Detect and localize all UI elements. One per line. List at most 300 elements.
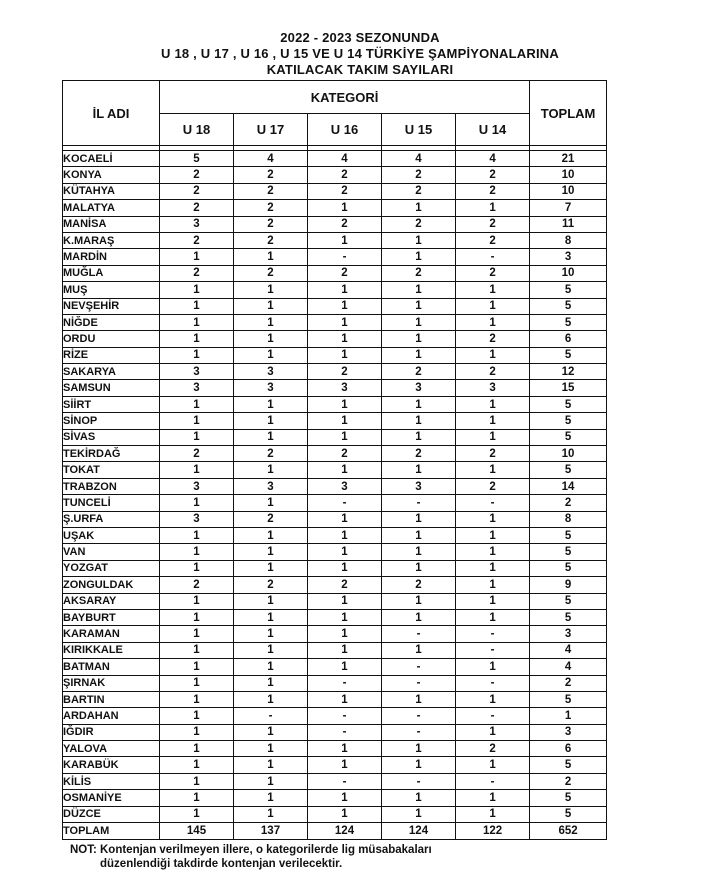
- cell-u15: 2: [382, 577, 456, 593]
- cell-u15: -: [382, 724, 456, 740]
- cell-u16: 1: [308, 232, 382, 248]
- cell-u18: 1: [160, 790, 234, 806]
- table-row: [63, 806, 607, 822]
- total-u16: 124: [308, 823, 382, 840]
- cell-u18: 3: [160, 216, 234, 232]
- province-name: ORDU: [63, 331, 160, 347]
- province-name: SİİRT: [63, 396, 160, 412]
- table-row: [63, 790, 607, 806]
- row-total: 5: [530, 298, 607, 314]
- cell-u14: 1: [456, 544, 530, 560]
- table-row: [63, 446, 607, 462]
- province-name: KOCAELİ: [63, 151, 160, 167]
- cell-u14: -: [456, 773, 530, 789]
- cell-u14: 1: [456, 691, 530, 707]
- cell-u16: 1: [308, 331, 382, 347]
- cell-u16: -: [308, 495, 382, 511]
- table-row: [63, 364, 607, 380]
- cell-u18: 1: [160, 773, 234, 789]
- cell-u17: 2: [234, 167, 308, 183]
- cell-u18: 1: [160, 642, 234, 658]
- row-total: 5: [530, 429, 607, 445]
- header-u16: U 16: [308, 114, 382, 146]
- cell-u14: 2: [456, 265, 530, 281]
- cell-u18: 1: [160, 298, 234, 314]
- cell-u18: 2: [160, 167, 234, 183]
- table-row: [63, 511, 607, 527]
- cell-u15: -: [382, 675, 456, 691]
- cell-u16: 1: [308, 642, 382, 658]
- cell-u17: 2: [234, 265, 308, 281]
- row-total: 5: [530, 396, 607, 412]
- cell-u16: 3: [308, 478, 382, 494]
- table-row: [63, 691, 607, 707]
- cell-u17: 2: [234, 216, 308, 232]
- cell-u18: 3: [160, 511, 234, 527]
- grand-total: 652: [530, 823, 607, 840]
- province-name: SİNOP: [63, 413, 160, 429]
- header-u15: U 15: [382, 114, 456, 146]
- header-toplam: TOPLAM: [530, 81, 607, 146]
- row-total: 10: [530, 183, 607, 199]
- cell-u14: 2: [456, 364, 530, 380]
- cell-u15: 1: [382, 282, 456, 298]
- row-total: 5: [530, 413, 607, 429]
- table-row: [63, 593, 607, 609]
- province-name: TRABZON: [63, 478, 160, 494]
- row-total: 6: [530, 331, 607, 347]
- cell-u14: 1: [456, 347, 530, 363]
- cell-u16: 1: [308, 396, 382, 412]
- cell-u18: 1: [160, 675, 234, 691]
- cell-u18: 2: [160, 200, 234, 216]
- cell-u14: 2: [456, 183, 530, 199]
- row-total: 5: [530, 347, 607, 363]
- cell-u18: 1: [160, 495, 234, 511]
- cell-u14: -: [456, 626, 530, 642]
- cell-u17: 1: [234, 659, 308, 675]
- row-total: 5: [530, 560, 607, 576]
- cell-u16: 1: [308, 200, 382, 216]
- cell-u18: 1: [160, 314, 234, 330]
- cell-u18: 2: [160, 265, 234, 281]
- row-total: 7: [530, 200, 607, 216]
- cell-u14: 1: [456, 462, 530, 478]
- row-total: 10: [530, 167, 607, 183]
- note-line-1: Kontenjan verilmeyen illere, o kategorilerde lig müsabakaları: [100, 844, 432, 856]
- cell-u16: 1: [308, 806, 382, 822]
- cell-u17: 1: [234, 331, 308, 347]
- cell-u17: 4: [234, 151, 308, 167]
- cell-u16: 1: [308, 298, 382, 314]
- row-total: 5: [530, 757, 607, 773]
- cell-u17: 2: [234, 577, 308, 593]
- cell-u14: 1: [456, 659, 530, 675]
- cell-u15: 1: [382, 560, 456, 576]
- cell-u17: 2: [234, 511, 308, 527]
- cell-u18: 1: [160, 527, 234, 543]
- cell-u18: 1: [160, 429, 234, 445]
- table-row: [63, 347, 607, 363]
- totals-row: [63, 823, 607, 840]
- cell-u15: 3: [382, 380, 456, 396]
- table-row: [63, 462, 607, 478]
- table-row: [63, 675, 607, 691]
- cell-u17: 1: [234, 609, 308, 625]
- row-total: 2: [530, 495, 607, 511]
- cell-u15: 2: [382, 216, 456, 232]
- row-total: 8: [530, 511, 607, 527]
- cell-u17: 1: [234, 298, 308, 314]
- total-u17: 137: [234, 823, 308, 840]
- table-row: [63, 151, 607, 167]
- row-total: 5: [530, 527, 607, 543]
- row-total: 5: [530, 314, 607, 330]
- cell-u15: 1: [382, 413, 456, 429]
- table-row: [63, 724, 607, 740]
- province-name: KARABÜK: [63, 757, 160, 773]
- cell-u16: 2: [308, 183, 382, 199]
- cell-u17: 1: [234, 593, 308, 609]
- row-total: 5: [530, 790, 607, 806]
- province-name: TUNCELİ: [63, 495, 160, 511]
- table-row: [63, 577, 607, 593]
- province-name: NEVŞEHİR: [63, 298, 160, 314]
- cell-u16: -: [308, 249, 382, 265]
- cell-u16: 1: [308, 741, 382, 757]
- cell-u18: 2: [160, 446, 234, 462]
- province-name: KARAMAN: [63, 626, 160, 642]
- cell-u16: 1: [308, 757, 382, 773]
- cell-u18: 5: [160, 151, 234, 167]
- row-total: 2: [530, 675, 607, 691]
- total-u14: 122: [456, 823, 530, 840]
- cell-u15: 1: [382, 642, 456, 658]
- cell-u15: -: [382, 773, 456, 789]
- cell-u18: 1: [160, 609, 234, 625]
- cell-u16: 1: [308, 659, 382, 675]
- cell-u18: 1: [160, 331, 234, 347]
- cell-u15: 1: [382, 232, 456, 248]
- cell-u18: 3: [160, 364, 234, 380]
- cell-u15: 1: [382, 314, 456, 330]
- total-u15: 124: [382, 823, 456, 840]
- cell-u17: 1: [234, 462, 308, 478]
- province-name: YOZGAT: [63, 560, 160, 576]
- cell-u14: -: [456, 708, 530, 724]
- cell-u17: 1: [234, 347, 308, 363]
- title-line-1: 2022 - 2023 SEZONUNDA: [280, 30, 440, 45]
- cell-u16: 1: [308, 413, 382, 429]
- cell-u16: 4: [308, 151, 382, 167]
- province-name: BARTIN: [63, 691, 160, 707]
- cell-u15: 1: [382, 462, 456, 478]
- row-total: 3: [530, 626, 607, 642]
- table-row: [63, 314, 607, 330]
- row-total: 1: [530, 708, 607, 724]
- row-total: 5: [530, 544, 607, 560]
- table-row: [63, 708, 607, 724]
- cell-u16: 1: [308, 790, 382, 806]
- row-total: 4: [530, 659, 607, 675]
- cell-u17: 1: [234, 724, 308, 740]
- cell-u15: 4: [382, 151, 456, 167]
- cell-u14: 1: [456, 429, 530, 445]
- row-total: 3: [530, 249, 607, 265]
- cell-u14: 1: [456, 314, 530, 330]
- cell-u16: 1: [308, 527, 382, 543]
- header-u18: U 18: [160, 114, 234, 146]
- row-total: 5: [530, 462, 607, 478]
- total-u18: 145: [160, 823, 234, 840]
- cell-u18: 1: [160, 757, 234, 773]
- cell-u16: -: [308, 675, 382, 691]
- cell-u17: 3: [234, 364, 308, 380]
- province-name: Ş.URFA: [63, 511, 160, 527]
- cell-u14: 1: [456, 560, 530, 576]
- header-u14: U 14: [456, 114, 530, 146]
- cell-u18: 1: [160, 691, 234, 707]
- cell-u15: 1: [382, 347, 456, 363]
- cell-u18: 3: [160, 380, 234, 396]
- province-name: K.MARAŞ: [63, 232, 160, 248]
- cell-u14: 1: [456, 577, 530, 593]
- province-name: KIRIKKALE: [63, 642, 160, 658]
- cell-u16: 2: [308, 216, 382, 232]
- row-total: 10: [530, 446, 607, 462]
- cell-u18: 1: [160, 560, 234, 576]
- cell-u18: 1: [160, 593, 234, 609]
- row-total: 5: [530, 593, 607, 609]
- cell-u17: 1: [234, 626, 308, 642]
- row-total: 14: [530, 478, 607, 494]
- cell-u14: 1: [456, 609, 530, 625]
- cell-u15: 2: [382, 167, 456, 183]
- row-total: 4: [530, 642, 607, 658]
- cell-u17: 1: [234, 314, 308, 330]
- team-count-table: [62, 80, 607, 840]
- province-name: ŞIRNAK: [63, 675, 160, 691]
- table-row: [63, 527, 607, 543]
- cell-u15: 1: [382, 806, 456, 822]
- cell-u18: 1: [160, 708, 234, 724]
- table-row: [63, 741, 607, 757]
- cell-u15: 1: [382, 757, 456, 773]
- footnote: [70, 843, 432, 871]
- cell-u17: 2: [234, 200, 308, 216]
- table-row: [63, 609, 607, 625]
- note-line-2: düzenlendiği takdirde kontenjan verilecektir.: [100, 858, 343, 870]
- cell-u18: 2: [160, 183, 234, 199]
- province-name: TEKİRDAĞ: [63, 446, 160, 462]
- table-body: [63, 151, 607, 823]
- table-row: [63, 773, 607, 789]
- title-line-3: KATILACAK TAKIM SAYILARI: [266, 62, 454, 77]
- table-row: [63, 265, 607, 281]
- cell-u14: 2: [456, 446, 530, 462]
- cell-u15: 1: [382, 200, 456, 216]
- cell-u15: 3: [382, 478, 456, 494]
- cell-u15: 2: [382, 265, 456, 281]
- cell-u14: 1: [456, 200, 530, 216]
- cell-u17: 1: [234, 675, 308, 691]
- row-total: 6: [530, 741, 607, 757]
- cell-u17: 1: [234, 642, 308, 658]
- title-line-2: U 18 , U 17 , U 16 , U 15 VE U 14 TÜRKİYE ŞAMPİYONALARINA: [161, 46, 559, 61]
- cell-u14: 4: [456, 151, 530, 167]
- cell-u14: 2: [456, 167, 530, 183]
- cell-u18: 1: [160, 396, 234, 412]
- table-row: [63, 380, 607, 396]
- cell-u18: 1: [160, 626, 234, 642]
- cell-u15: 1: [382, 396, 456, 412]
- province-name: UŞAK: [63, 527, 160, 543]
- cell-u18: 1: [160, 347, 234, 363]
- cell-u16: 1: [308, 429, 382, 445]
- cell-u17: 3: [234, 478, 308, 494]
- province-name: KİLİS: [63, 773, 160, 789]
- cell-u14: 1: [456, 806, 530, 822]
- cell-u15: 2: [382, 364, 456, 380]
- province-name: NİĞDE: [63, 314, 160, 330]
- cell-u14: -: [456, 249, 530, 265]
- cell-u15: 1: [382, 593, 456, 609]
- row-total: 21: [530, 151, 607, 167]
- table-row: [63, 544, 607, 560]
- province-name: OSMANİYE: [63, 790, 160, 806]
- cell-u14: 1: [456, 724, 530, 740]
- cell-u17: 2: [234, 446, 308, 462]
- cell-u15: -: [382, 659, 456, 675]
- table-row: [63, 429, 607, 445]
- row-total: 5: [530, 806, 607, 822]
- cell-u18: 1: [160, 282, 234, 298]
- province-name: TOKAT: [63, 462, 160, 478]
- cell-u16: 2: [308, 364, 382, 380]
- cell-u14: 1: [456, 298, 530, 314]
- province-name: ARDAHAN: [63, 708, 160, 724]
- table-row: [63, 413, 607, 429]
- table-row: [63, 396, 607, 412]
- header-il-adi: İL ADI: [63, 81, 160, 146]
- cell-u15: 2: [382, 446, 456, 462]
- row-total: 12: [530, 364, 607, 380]
- cell-u18: 1: [160, 724, 234, 740]
- cell-u15: 1: [382, 790, 456, 806]
- header-u17: U 17: [234, 114, 308, 146]
- table-row: [63, 757, 607, 773]
- province-name: MUŞ: [63, 282, 160, 298]
- cell-u15: 1: [382, 331, 456, 347]
- table-row: [63, 282, 607, 298]
- cell-u17: 1: [234, 527, 308, 543]
- cell-u17: 1: [234, 429, 308, 445]
- province-name: ZONGULDAK: [63, 577, 160, 593]
- cell-u15: 1: [382, 298, 456, 314]
- cell-u14: -: [456, 495, 530, 511]
- table-row: [63, 298, 607, 314]
- table-row: [63, 183, 607, 199]
- province-name: DÜZCE: [63, 806, 160, 822]
- cell-u16: 2: [308, 577, 382, 593]
- row-total: 11: [530, 216, 607, 232]
- cell-u14: 2: [456, 478, 530, 494]
- cell-u16: 2: [308, 167, 382, 183]
- row-total: 3: [530, 724, 607, 740]
- cell-u16: 2: [308, 265, 382, 281]
- cell-u14: 3: [456, 380, 530, 396]
- table-row: [63, 331, 607, 347]
- cell-u17: 1: [234, 495, 308, 511]
- cell-u17: 1: [234, 544, 308, 560]
- cell-u18: 1: [160, 806, 234, 822]
- cell-u18: 2: [160, 232, 234, 248]
- province-name: KÜTAHYA: [63, 183, 160, 199]
- cell-u16: -: [308, 708, 382, 724]
- cell-u18: 1: [160, 659, 234, 675]
- row-total: 10: [530, 265, 607, 281]
- table-row: [63, 478, 607, 494]
- cell-u17: -: [234, 708, 308, 724]
- cell-u15: 1: [382, 429, 456, 445]
- province-name: MALATYA: [63, 200, 160, 216]
- province-name: MANİSA: [63, 216, 160, 232]
- cell-u14: 1: [456, 511, 530, 527]
- table-row: [63, 626, 607, 642]
- cell-u17: 2: [234, 232, 308, 248]
- province-name: AKSARAY: [63, 593, 160, 609]
- cell-u16: 1: [308, 347, 382, 363]
- totals-label: TOPLAM: [63, 823, 160, 840]
- cell-u18: 1: [160, 544, 234, 560]
- cell-u16: 1: [308, 560, 382, 576]
- cell-u14: 1: [456, 282, 530, 298]
- cell-u15: 1: [382, 527, 456, 543]
- cell-u17: 1: [234, 560, 308, 576]
- cell-u14: 1: [456, 527, 530, 543]
- province-name: VAN: [63, 544, 160, 560]
- cell-u14: 2: [456, 741, 530, 757]
- province-name: SAMSUN: [63, 380, 160, 396]
- table-row: [63, 659, 607, 675]
- table-row: [63, 249, 607, 265]
- cell-u17: 1: [234, 413, 308, 429]
- province-name: SAKARYA: [63, 364, 160, 380]
- row-total: 5: [530, 609, 607, 625]
- province-name: MUĞLA: [63, 265, 160, 281]
- cell-u14: 1: [456, 396, 530, 412]
- table-row: [63, 216, 607, 232]
- cell-u17: 3: [234, 380, 308, 396]
- cell-u15: -: [382, 495, 456, 511]
- cell-u14: 1: [456, 593, 530, 609]
- cell-u17: 1: [234, 741, 308, 757]
- cell-u16: 1: [308, 593, 382, 609]
- province-name: SİVAS: [63, 429, 160, 445]
- cell-u18: 1: [160, 741, 234, 757]
- cell-u16: 1: [308, 314, 382, 330]
- cell-u14: 1: [456, 757, 530, 773]
- cell-u17: 2: [234, 183, 308, 199]
- cell-u14: -: [456, 675, 530, 691]
- row-total: 15: [530, 380, 607, 396]
- cell-u17: 1: [234, 790, 308, 806]
- cell-u17: 1: [234, 691, 308, 707]
- cell-u16: 2: [308, 446, 382, 462]
- cell-u17: 1: [234, 396, 308, 412]
- cell-u16: 3: [308, 380, 382, 396]
- province-name: RİZE: [63, 347, 160, 363]
